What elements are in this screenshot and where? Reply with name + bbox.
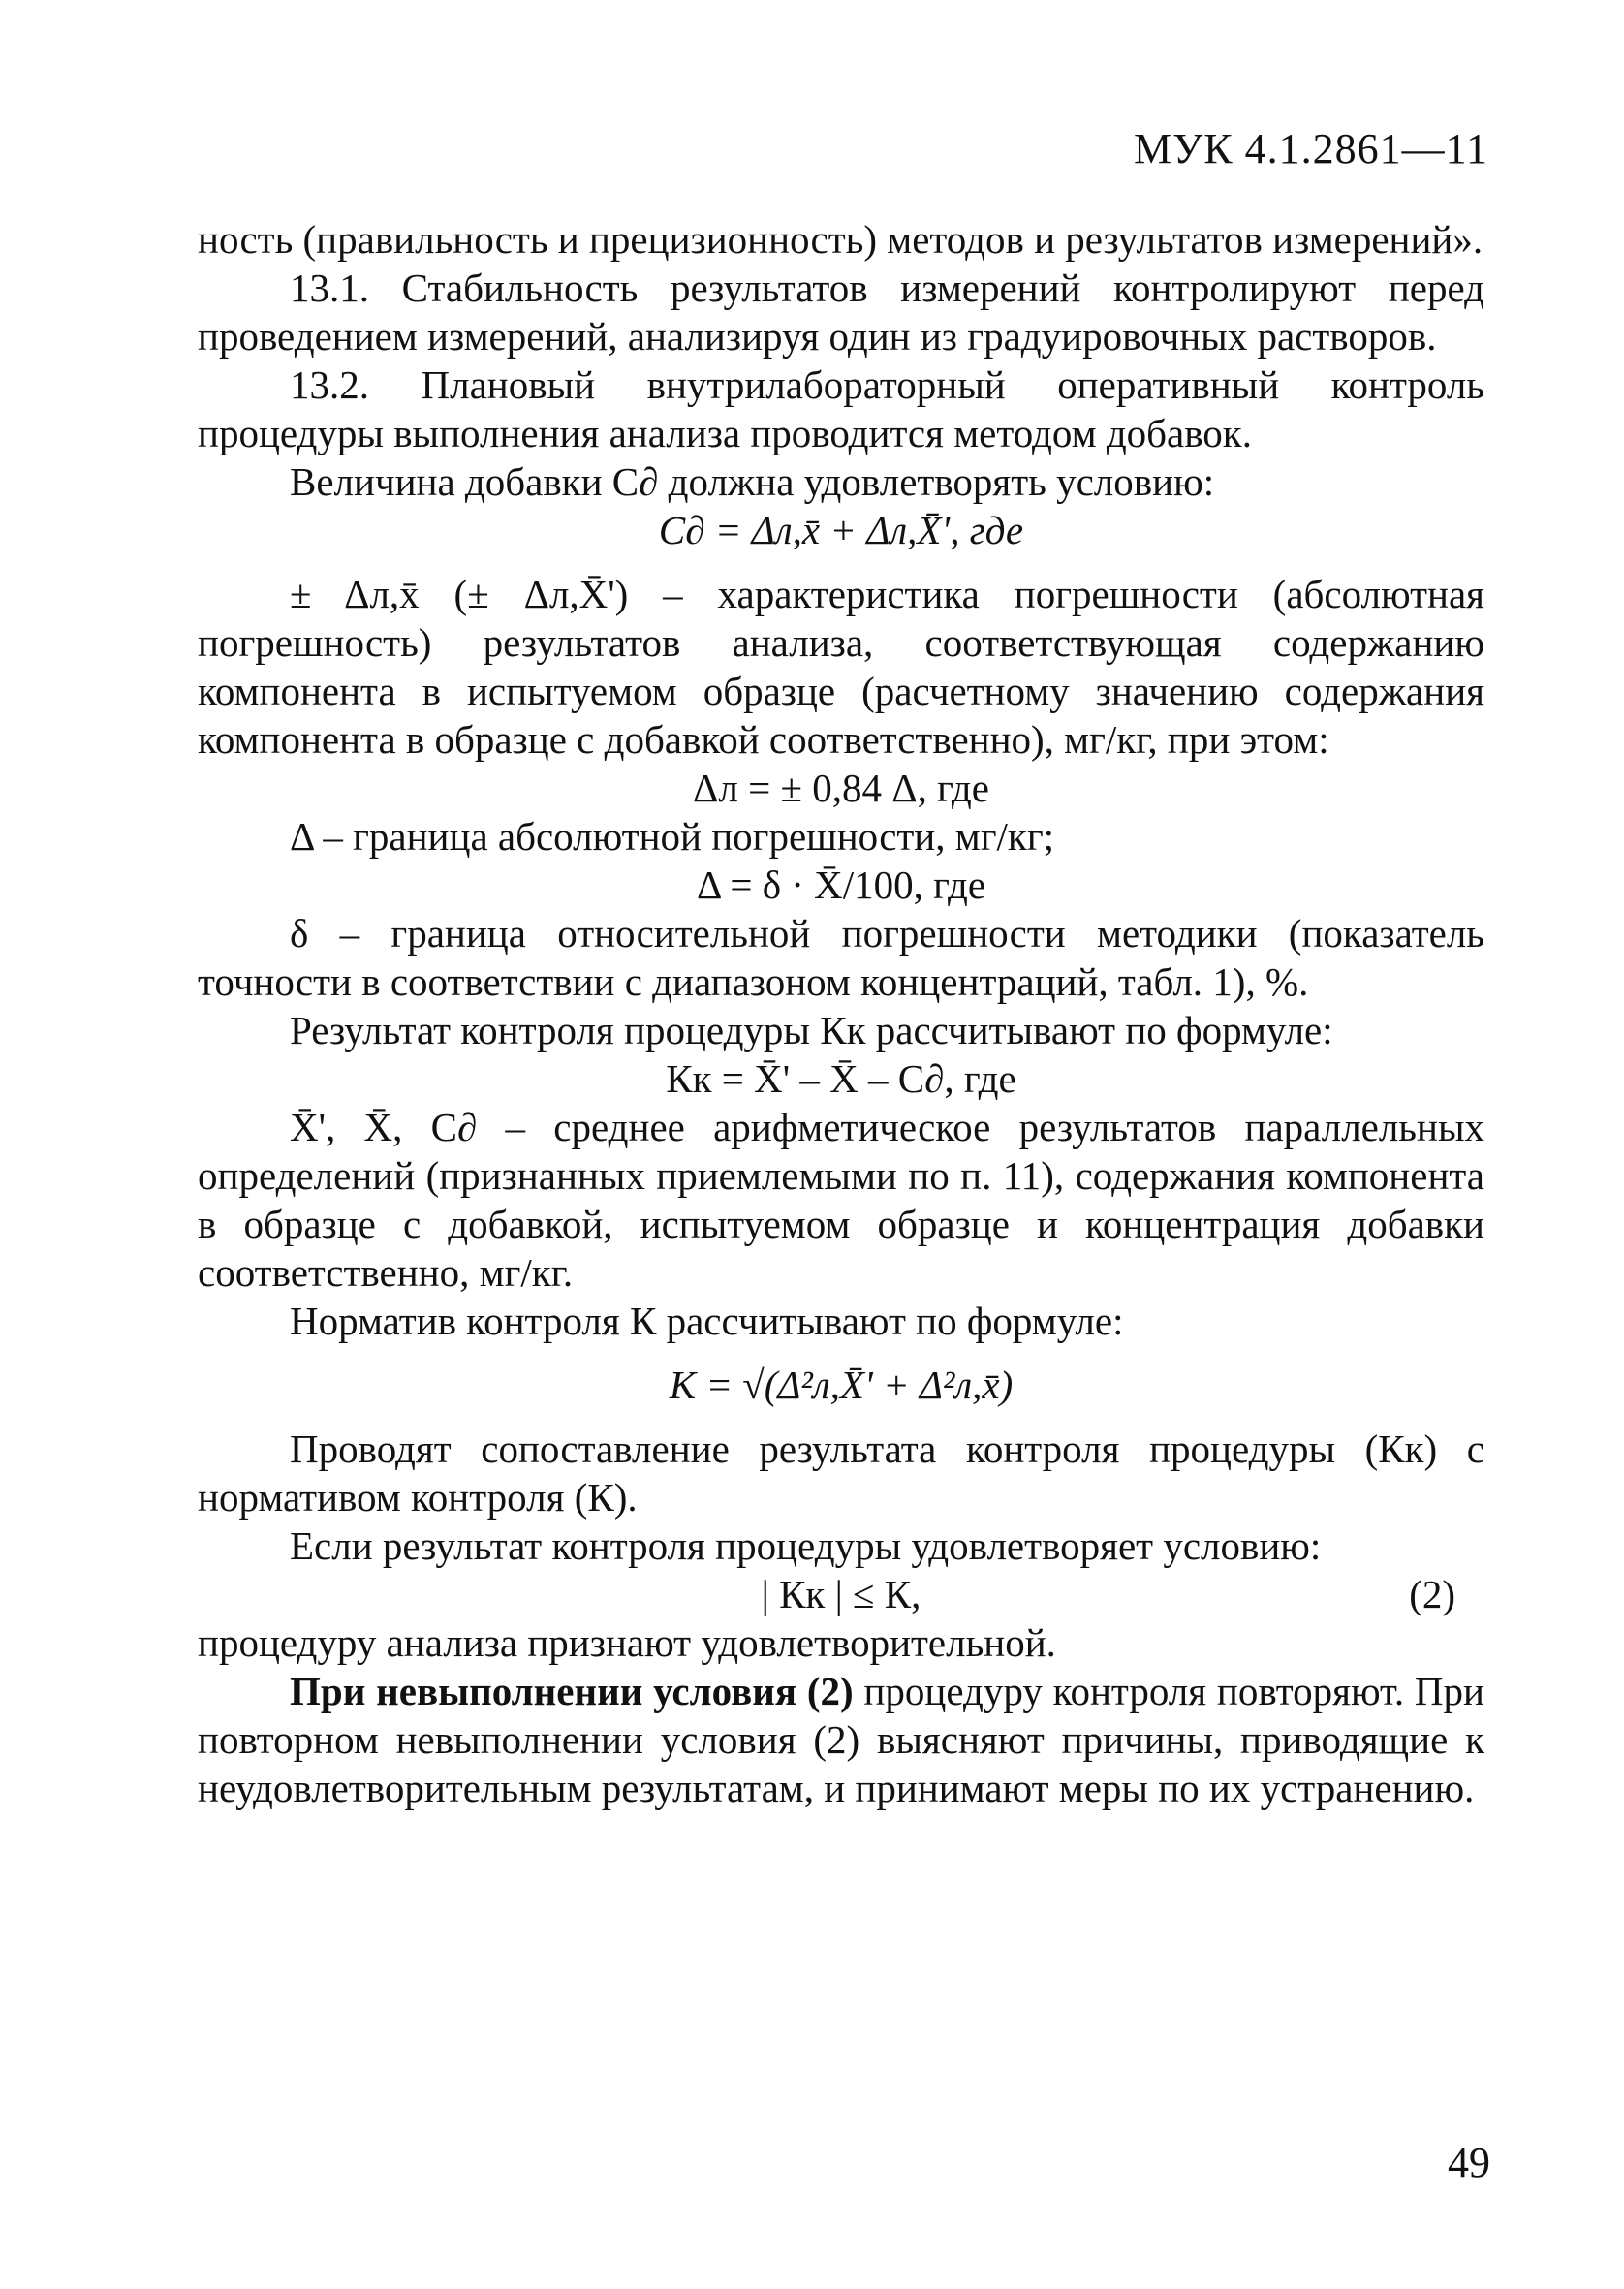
paragraph-error-characteristic: ± Δл,x̄ (± Δл,X̄') – характеристика погрешности (абсолютная погрешность) результатов анализа, соответствующая содержанию компонента в испытуемом образце (расчетному значению содержания компонента в образце с добавкой соответственно), мг/кг, при этом: (198, 572, 1484, 762)
paragraph-mean-definitions: X̄', X̄, С∂ – среднее арифметическое результатов параллельных определений (признанных приемлемыми по п. 11), содержания компонента в образце с добавкой, испытуемом образце и концентрация добавки соответственно, мг/кг. (198, 1105, 1484, 1295)
paragraph-delta-relative: δ – граница относительной погрешности методики (показатель точности в соответствии с диапазоном концентраций, табл. 1), %. (198, 911, 1484, 1004)
formula-delta: Δ = δ · X̄/100, где (696, 862, 986, 907)
paragraph-13-2: 13.2. Плановый внутрилабораторный оперативный контроль процедуры выполнения анализа проводится методом добавок. (198, 362, 1484, 455)
failure-rest: процедуру контроля повторяют. При повторном невыполнении условия (2) выясняют причины, приводящие к неудовлетворительным результатам, и принимают меры по их устранению. (198, 1669, 1484, 1810)
document-code-header: МУК 4.1.2861—11 (1134, 125, 1488, 172)
paragraph-failure (198, 1667, 1484, 1812)
paragraph-control-result: Результат контроля процедуры Кк рассчитывают по формуле: (290, 1008, 1333, 1052)
paragraph-norm-formula: Норматив контроля К рассчитывают по формуле: (290, 1299, 1124, 1343)
formula-additive: С∂ = Δл,x̄ + Δл,X̄', где (658, 508, 1024, 552)
formula-condition: | Кк | ≤ К, (761, 1572, 921, 1616)
formula-delta-l: Δл = ± 0,84 Δ, где (693, 766, 989, 810)
paragraph-satisfactory: процедуру анализа признают удовлетворительной. (198, 1620, 1056, 1665)
document-body (198, 215, 1484, 1812)
paragraph-comparison: Проводят сопоставление результата контроля процедуры (Кк) с нормативом контроля (К). (198, 1427, 1484, 1520)
formula-norm-k: K = √(Δ²л,X̄' + Δ²л,x̄) (669, 1363, 1014, 1407)
paragraph-condition-intro: Если результат контроля процедуры удовлетворяет условию: (290, 1523, 1322, 1568)
paragraph-delta-definition: Δ – граница абсолютной погрешности, мг/кг; (290, 814, 1055, 859)
paragraph-additive-condition: Величина добавки С∂ должна удовлетворять условию: (290, 459, 1215, 504)
page-number: 49 (1448, 2139, 1490, 2186)
formula-kk: Кк = X̄' – X̄ – С∂, где (666, 1056, 1016, 1101)
paragraph-13-1: 13.1. Стабильность результатов измерений контролируют перед проведением измерений, анализируя один из градуировочных растворов. (198, 266, 1484, 359)
paragraph-continuation: ность (правильность и прецизионность) методов и результатов измерений». (198, 217, 1483, 262)
equation-number: (2) (1409, 1572, 1455, 1616)
formula-condition-line (198, 1570, 1484, 1618)
bold-phrase: При невыполнении условия (2) (290, 1669, 854, 1713)
